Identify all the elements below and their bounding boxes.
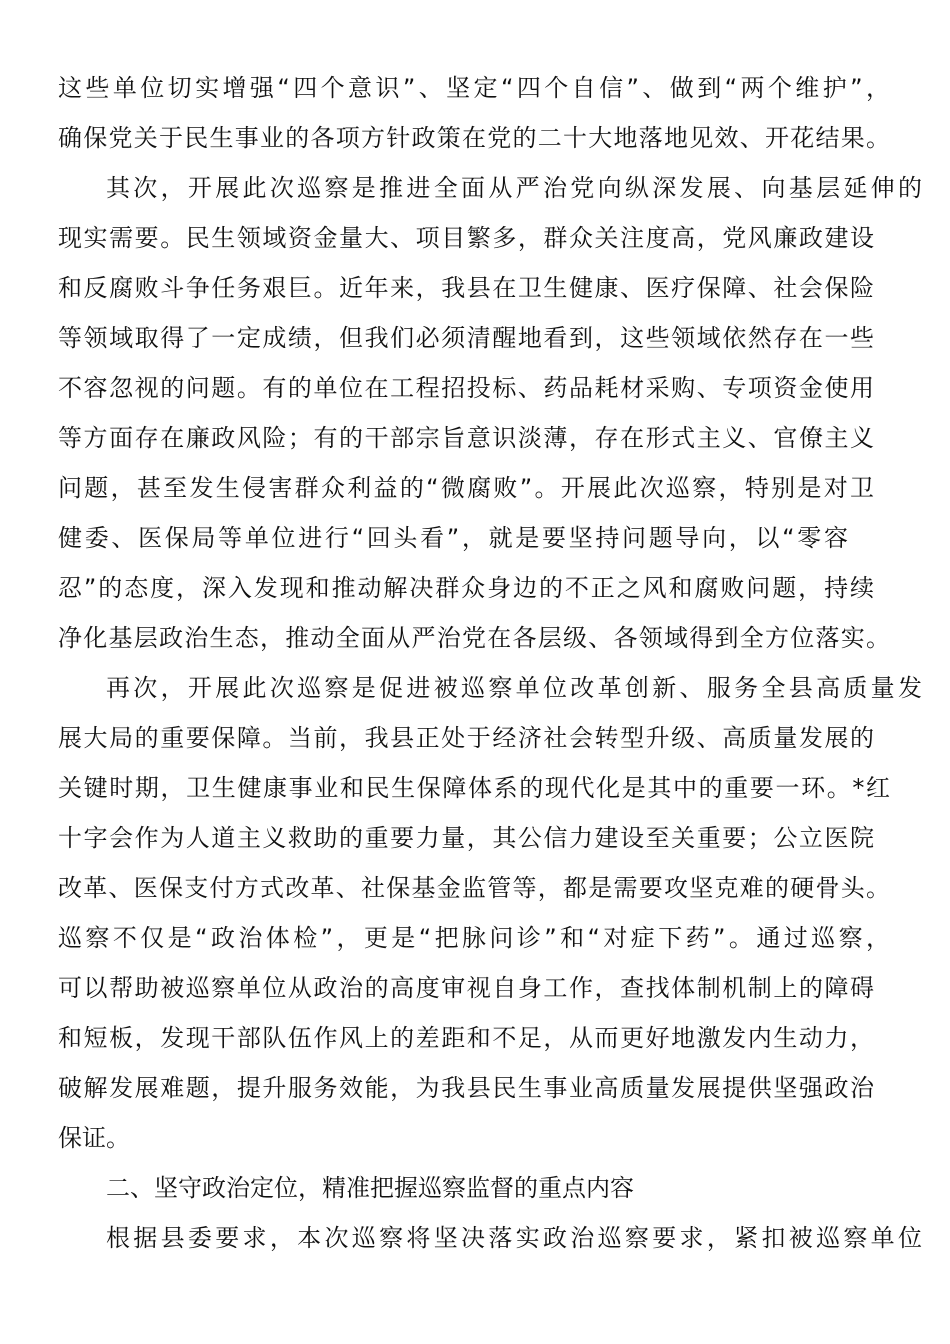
text-line: 健委、医保局等单位进行“回头看”，就是要坚持问题导向，以“零容 xyxy=(58,524,848,552)
text-line: 不容忽视的问题。有的单位在工程招投标、药品耗材采购、专项资金使用 xyxy=(58,374,874,402)
paragraph-start-line: 根据县委要求，本次巡察将坚决落实政治巡察要求，紧扣被巡察单位 xyxy=(106,1224,922,1252)
text-line: 确保党关于民生事业的各项方针政策在党的二十大地落地见效、开花结果。 xyxy=(58,124,890,152)
text-line: 十字会作为人道主义救助的重要力量，其公信力建设至关重要；公立医院 xyxy=(58,824,874,852)
text-line: 这些单位切实增强“四个意识”、坚定“四个自信”、做到“两个维护”， xyxy=(58,74,890,102)
text-line: 忍”的态度，深入发现和推动解决群众身边的不正之风和腐败问题，持续 xyxy=(58,574,874,602)
text-line: 和短板，发现干部队伍作风上的差距和不足，从而更好地激发内生动力， xyxy=(58,1024,874,1052)
text-line: 关键时期，卫生健康事业和民生保障体系的现代化是其中的重要一环。*红 xyxy=(58,774,890,802)
text-line: 可以帮助被巡察单位从政治的高度审视自身工作，查找体制机制上的障碍 xyxy=(58,974,874,1002)
text-line: 净化基层政治生态，推动全面从严治党在各层级、各领域得到全方位落实。 xyxy=(58,624,890,652)
text-line: 破解发展难题，提升服务效能，为我县民生事业高质量发展提供坚强政治 xyxy=(58,1074,874,1102)
text-line: 等领域取得了一定成绩，但我们必须清醒地看到，这些领域依然存在一些 xyxy=(58,324,874,352)
section-heading: 二、坚守政治定位，精准把握巡察监督的重点内容 xyxy=(106,1174,634,1202)
document-page xyxy=(58,63,922,1263)
text-line: 等方面存在廉政风险；有的干部宗旨意识淡薄，存在形式主义、官僚主义 xyxy=(58,424,874,452)
paragraph-end-line: 保证。 xyxy=(58,1124,130,1152)
text-line: 展大局的重要保障。当前，我县正处于经济社会转型升级、高质量发展的 xyxy=(58,724,874,752)
text-line: 巡察不仅是“政治体检”，更是“把脉问诊”和“对症下药”。通过巡察， xyxy=(58,924,890,952)
text-line: 改革、医保支付方式改革、社保基金监管等，都是需要攻坚克难的硬骨头。 xyxy=(58,874,890,902)
text-line: 现实需要。民生领域资金量大、项目繁多，群众关注度高，党风廉政建设 xyxy=(58,224,874,252)
text-line: 和反腐败斗争任务艰巨。近年来，我县在卫生健康、医疗保障、社会保险 xyxy=(58,274,874,302)
paragraph-start-line: 其次，开展此次巡察是推进全面从严治党向纵深发展、向基层延伸的 xyxy=(106,174,922,202)
text-line: 问题，甚至发生侵害群众利益的“微腐败”。开展此次巡察，特别是对卫 xyxy=(58,474,874,502)
paragraph-start-line: 再次，开展此次巡察是促进被巡察单位改革创新、服务全县高质量发 xyxy=(106,674,922,702)
